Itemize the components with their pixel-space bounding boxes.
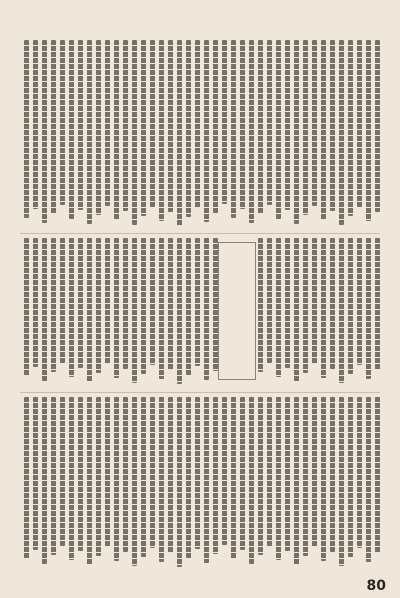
text-column (357, 397, 362, 548)
text-column (258, 397, 263, 555)
text-column (339, 40, 344, 225)
text-column (213, 397, 218, 554)
text-column (375, 40, 380, 212)
text-column (357, 238, 362, 365)
text-column (33, 40, 38, 209)
text-column (303, 397, 308, 556)
text-column (114, 40, 119, 220)
text-column (105, 397, 110, 547)
text-column (42, 397, 47, 564)
boxed-listing (218, 242, 256, 380)
text-column (159, 238, 164, 379)
text-column (195, 40, 200, 208)
text-column (177, 238, 182, 384)
text-column (285, 40, 290, 210)
text-column (267, 238, 272, 363)
text-column (222, 40, 227, 204)
text-column (105, 40, 110, 206)
tier-divider (20, 233, 380, 234)
text-column (78, 397, 83, 551)
text-column (249, 397, 254, 564)
text-column (33, 397, 38, 550)
text-column (294, 397, 299, 565)
text-column (186, 238, 191, 375)
text-column (51, 238, 56, 372)
text-column (321, 238, 326, 378)
text-column (51, 397, 56, 555)
text-column (141, 397, 146, 557)
text-column (42, 40, 47, 223)
text-column (168, 397, 173, 553)
text-column (366, 40, 371, 221)
text-column (87, 40, 92, 224)
text-column (60, 397, 65, 546)
text-column (366, 238, 371, 379)
text-column (348, 40, 353, 216)
text-column (69, 397, 74, 560)
text-column (123, 397, 128, 552)
text-column (321, 40, 326, 220)
text-column (258, 238, 263, 372)
text-column (249, 40, 254, 223)
text-column (24, 397, 29, 559)
text-column (204, 397, 209, 563)
text-column (60, 40, 65, 205)
text-column (204, 238, 209, 380)
text-column (87, 397, 92, 565)
text-column (150, 397, 155, 548)
text-column (114, 397, 119, 561)
text-column (33, 238, 38, 367)
text-column (114, 238, 119, 378)
text-column (339, 397, 344, 566)
text-column (195, 238, 200, 366)
text-column (267, 40, 272, 205)
text-column (339, 238, 344, 383)
text-column (222, 397, 227, 545)
text-column (276, 397, 281, 560)
text-column (159, 40, 164, 221)
text-column (186, 40, 191, 217)
text-column (285, 238, 290, 368)
text-column (78, 40, 83, 210)
text-column (168, 40, 173, 212)
text-column (366, 397, 371, 562)
text-column (24, 40, 29, 218)
text-column (303, 238, 308, 373)
text-column (240, 40, 245, 209)
text-column (195, 397, 200, 549)
text-column (276, 238, 281, 377)
text-column (150, 40, 155, 207)
text-column (231, 397, 236, 559)
text-column (132, 238, 137, 383)
text-column (69, 40, 74, 219)
text-column (294, 238, 299, 382)
text-column (330, 397, 335, 552)
text-column (330, 40, 335, 211)
text-column (213, 40, 218, 213)
text-column (123, 238, 128, 369)
text-column (213, 238, 218, 371)
text-column (141, 40, 146, 216)
text-column (312, 397, 317, 547)
text-column (96, 40, 101, 215)
text-column (51, 40, 56, 214)
text-column (42, 238, 47, 381)
text-column (240, 397, 245, 550)
text-column (123, 40, 128, 211)
text-column (267, 397, 272, 546)
text-column (60, 238, 65, 363)
text-column (132, 397, 137, 566)
text-tier-bottom (20, 397, 380, 569)
text-column (375, 397, 380, 553)
text-column (357, 40, 362, 207)
text-column (348, 397, 353, 557)
text-column (312, 40, 317, 206)
text-column (69, 238, 74, 377)
text-tier-middle (20, 238, 380, 386)
text-column (312, 238, 317, 364)
text-column (177, 40, 182, 226)
text-column (231, 40, 236, 218)
text-column (105, 238, 110, 364)
text-column (132, 40, 137, 225)
text-column (258, 40, 263, 214)
text-column (294, 40, 299, 224)
tier-divider (20, 392, 380, 393)
text-column (330, 238, 335, 369)
text-column (321, 397, 326, 561)
text-column (96, 238, 101, 373)
page-number: 80 (366, 578, 386, 594)
text-column (24, 238, 29, 376)
text-tier-top (20, 40, 380, 228)
text-column (348, 238, 353, 374)
text-column (375, 238, 380, 370)
text-column (96, 397, 101, 556)
text-column (303, 40, 308, 215)
text-column (168, 238, 173, 370)
text-column (141, 238, 146, 374)
text-column (276, 40, 281, 219)
text-column (285, 397, 290, 551)
text-column (87, 238, 92, 382)
text-column (204, 40, 209, 222)
text-column (186, 397, 191, 558)
text-column (78, 238, 83, 368)
text-column (150, 238, 155, 365)
text-column (159, 397, 164, 562)
text-column (177, 397, 182, 567)
